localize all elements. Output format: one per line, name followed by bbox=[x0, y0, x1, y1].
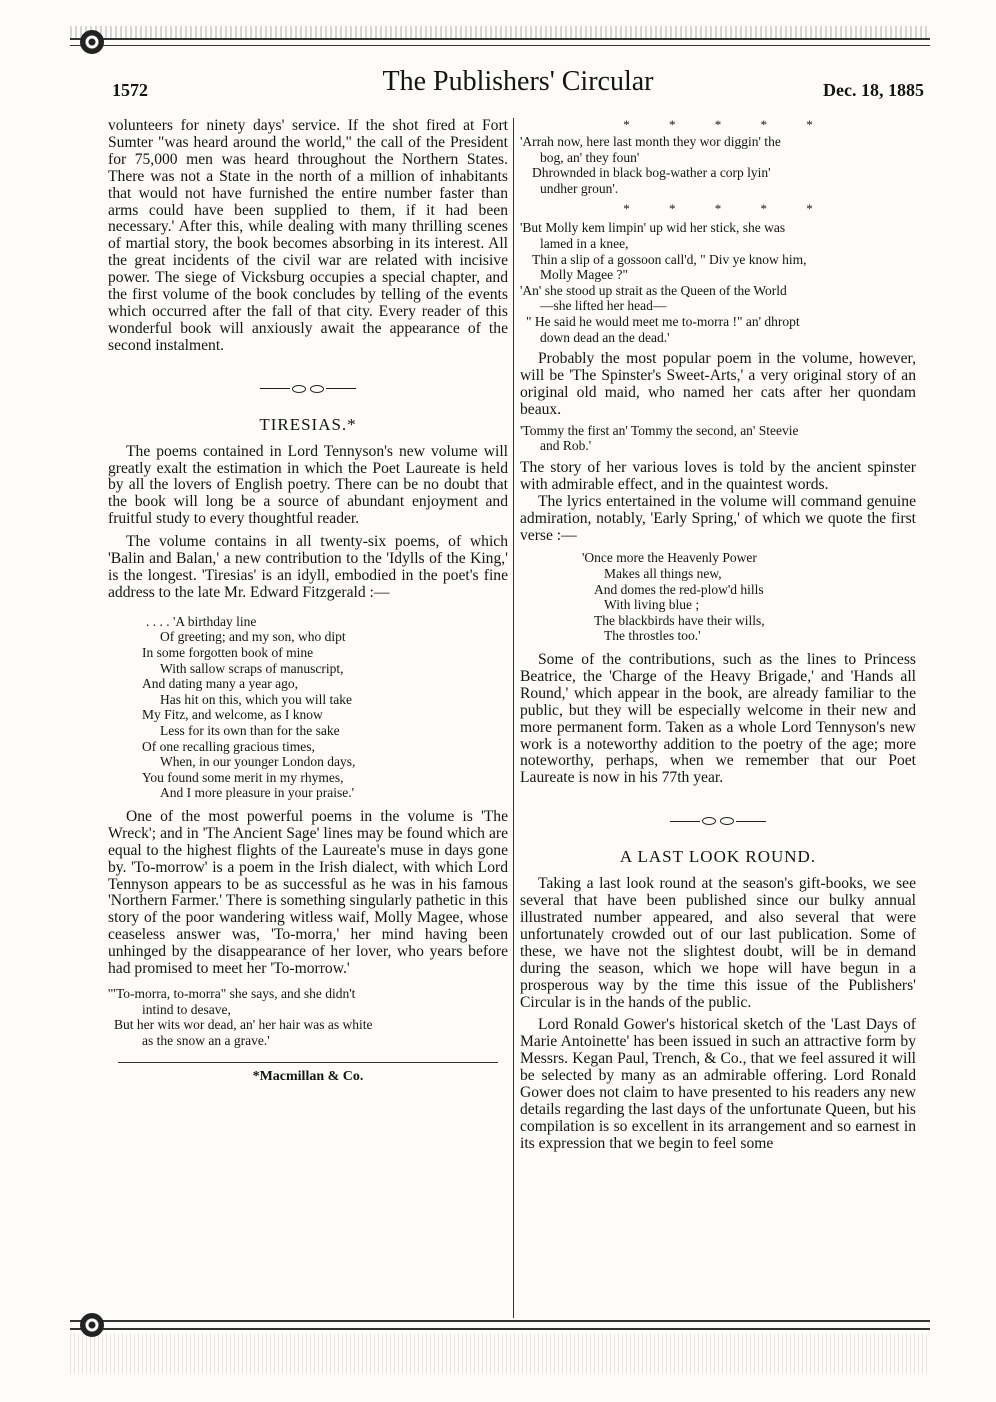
asterism: * * * * * bbox=[623, 201, 813, 217]
bottom-border-rule bbox=[70, 1320, 930, 1330]
poem-line: Has hit on this, which you will take bbox=[160, 691, 352, 707]
poem-excerpt bbox=[582, 550, 916, 644]
paragraph: One of the most powerful poems in the volume is 'The Wreck'; and in 'The Ancient Sage' lines may be found which are equal to the highest flights of the Laureate's muse in days gone by. 'To-morrow' is a poem in the Irish dialect, with which Lord Tennyson appears to be as successful as he was in his famous 'Northern Farmer.' There is something singularly pathetic in this story of the poor wandering witless waif, Molly Magee, whose ceaseless answer was, 'To-morra,' her mind having been unhinged by the disappearance of her lover, who years before had promised to meet her 'To-morrow.' bbox=[108, 807, 508, 978]
quoted-verse bbox=[520, 423, 916, 454]
journal-title: The Publishers' Circular bbox=[382, 66, 654, 97]
article-continuation: volunteers for ninety days' service. If the shot fired at Fort Sumter "was heard around the world," the call of the President for 75,000 men was heard throughout the Northern States. There was not a State in the north of a million of inhabitants that would not have furnished the entire number faster than arms could have been supplied to them, if it had been necessary.' After this, while dealing with many thrilling scenes of martial story, the book becomes absorbing in its interest. All the great incidents of the civil war are related with incisive power. The siege of Vicksburg occupies a special chapter, and the first volume of the book concludes by telling of the events which occurred after the fall of that city. Every reader of this wonderful book will anxiously await the appearance of the second instalment. bbox=[108, 117, 508, 354]
poem-line: And domes the red-plow'd hills bbox=[594, 581, 764, 597]
asterism: * * * * * bbox=[623, 117, 813, 132]
section-title-last-look-round: A LAST LOOK ROUND. bbox=[619, 847, 817, 867]
verse-line: and Rob.' bbox=[540, 438, 592, 454]
poem-line: 'Once more the Heavenly Power bbox=[582, 550, 757, 566]
issue-date: Dec. 18, 1885 bbox=[823, 80, 924, 100]
footnote: *Macmillan & Co. bbox=[252, 1069, 364, 1085]
section-ornament-divider bbox=[520, 817, 916, 825]
poem-line: And dating many a year ago, bbox=[142, 676, 298, 692]
verse-line: '"To-morra, to-morra" she says, and she didn't bbox=[108, 985, 356, 1001]
poem-line: With living blue ; bbox=[604, 597, 700, 613]
paragraph: The lyrics entertained in the volume will command genuine admiration, notably, 'Early Spring,' of which we quote the first verse :— bbox=[520, 492, 916, 544]
verse-line: Dhrownded in black bog-wather a corp lyin' bbox=[532, 165, 771, 181]
verse-line: intind to desave, bbox=[142, 1001, 231, 1017]
poem-line: The blackbirds have their wills, bbox=[594, 612, 765, 628]
paragraph: The story of her various loves is told by the ancient spinster with admirable effect, and in the quaintest words. bbox=[520, 458, 916, 493]
section-ornament-divider bbox=[108, 385, 508, 393]
quoted-verse bbox=[520, 220, 916, 345]
verse-line: 'Arrah now, here last month they wor diggin' the bbox=[520, 134, 781, 149]
paragraph: The poems contained in Lord Tennyson's new volume will greatly exalt the estimation in which the Poet Laureate is held by all the lovers of English poetry. There can be no doubt that the book will long be a source of abundant enjoyment and fruitful study to every thoughtful reader. bbox=[108, 442, 508, 528]
paragraph: Lord Ronald Gower's historical sketch of the 'Last Days of Marie Antoinette' has been issued in such an attractive form by Messrs. Kegan Paul, Trench, & Co., that we feel assured it will be selected by many as an admirable offering. Lord Ronald Gower does not claim to have presented to his readers any new details regarding the last days of the unfortunate Queen, but his compilation is so excellent in its arrangement and so earnest in its expression that we begin to feel some bbox=[520, 1016, 916, 1152]
top-border-rule bbox=[70, 38, 930, 46]
verse-line: bog, an' they foun' bbox=[540, 149, 640, 165]
poem-line: In some forgotten book of mine bbox=[142, 644, 314, 660]
quoted-verse bbox=[520, 134, 916, 196]
poem-line: And I more pleasure in your praise.' bbox=[160, 785, 354, 801]
verse-line: " He said he would meet me to-morra !" an' dhropt bbox=[526, 313, 800, 329]
verse-line: 'An' she stood up strait as the Queen of the World bbox=[520, 282, 787, 298]
verse-line: as the snow an a grave.' bbox=[142, 1032, 270, 1048]
bottom-left-ornament-icon bbox=[80, 1313, 104, 1337]
quoted-verse bbox=[108, 986, 508, 1048]
poem-line: . . . . 'A birthday line bbox=[146, 613, 257, 629]
verse-line: undher groun'. bbox=[540, 180, 619, 196]
verse-line: —she lifted her head— bbox=[540, 298, 667, 314]
paragraph: The volume contains in all twenty-six poems, of which 'Balin and Balan,' a new contribution to the 'Idylls of the King,' is the longest. 'Tiresias' is an idyll, embodied in the poet's fine address to the late Mr. Edward Fitzgerald :— bbox=[108, 533, 508, 601]
verse-line: But her wits wor dead, an' her hair was as white bbox=[114, 1017, 373, 1033]
paragraph: Taking a last look round at the season's gift-books, we see several that have been published since our bulky annual illustrated number appeared, and also several that were unfortunately crowded out of our last publication. Some of these, we have not the slightest doubt, will be in demand during the season, which we hope will have begun in a prosperous way by the time this issue of the Publishers' Circular is in the hands of the public. bbox=[520, 875, 916, 1011]
top-left-ornament-icon bbox=[80, 30, 104, 54]
poem-line: Less for its own than for the sake bbox=[160, 722, 340, 738]
right-column bbox=[520, 118, 916, 1153]
verse-line: lamed in a knee, bbox=[540, 235, 629, 251]
verse-line: Molly Magee ?" bbox=[540, 267, 628, 283]
poem-line: You found some merit in my rhymes, bbox=[142, 769, 344, 785]
poem-line: The throstles too.' bbox=[604, 628, 701, 644]
column-divider bbox=[513, 118, 514, 1318]
poem-line: Of one recalling gracious times, bbox=[142, 738, 315, 754]
verse-line: Thin a slip of a gossoon call'd, " Div ye know him, bbox=[532, 251, 807, 267]
poem-line: With sallow scraps of manuscript, bbox=[160, 660, 344, 676]
paragraph: Some of the contributions, such as the lines to Princess Beatrice, the 'Charge of the Heavy Brigade,' and 'Hands all Round,' which appear in the book, are already familiar to the public, but they will be especially welcome in their new and more permanent form. Taken as a whole Lord Tennyson's new work is a noteworthy addition to the poetry of the age; more noteworthy, perhaps, when we remember that our Poet Laureate is now in his 77th year. bbox=[520, 651, 916, 787]
page-header bbox=[108, 66, 928, 106]
poem-excerpt bbox=[138, 614, 508, 801]
verse-line: down dead an the dead.' bbox=[540, 329, 670, 345]
poem-line: Makes all things new, bbox=[604, 566, 722, 582]
verse-line: 'Tommy the first an' Tommy the second, an' Steevie bbox=[520, 422, 799, 438]
poem-line: Of greeting; and my son, who dipt bbox=[160, 629, 346, 645]
poem-line: When, in our younger London days, bbox=[160, 754, 356, 770]
verse-line: 'But Molly kem limpin' up wid her stick, she was bbox=[520, 220, 786, 236]
footnote-rule bbox=[118, 1062, 498, 1063]
paragraph: Probably the most popular poem in the volume, however, will be 'The Spinster's Sweet-Arts,' a very original story of an original old maid, who named her cats after her quondam beaux. bbox=[520, 350, 916, 418]
section-title-tiresias: TIRESIAS.* bbox=[259, 414, 357, 434]
page-number: 1572 bbox=[112, 80, 148, 100]
left-column bbox=[108, 118, 508, 1086]
poem-line: My Fitz, and welcome, as I know bbox=[142, 707, 323, 723]
